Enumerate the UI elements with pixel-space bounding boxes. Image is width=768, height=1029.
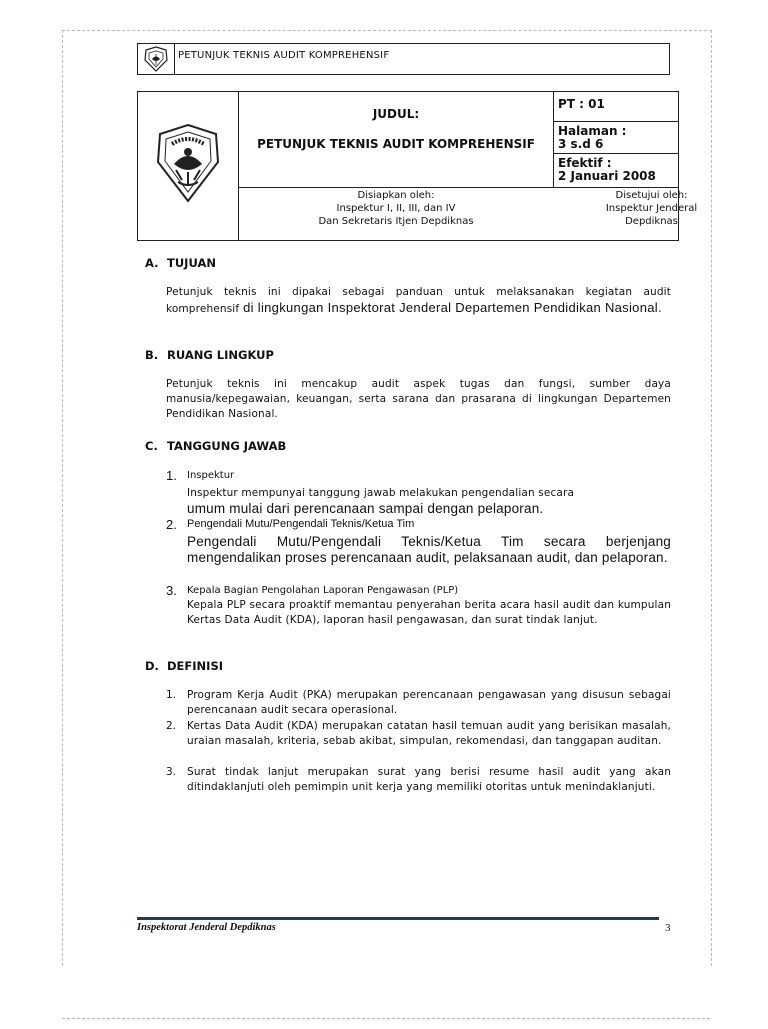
efektif-cell xyxy=(554,154,678,187)
section-number: C. xyxy=(145,439,158,453)
item-body xyxy=(187,486,671,518)
item-number: 2. xyxy=(166,517,177,532)
section-heading-tujuan xyxy=(145,256,216,270)
footer-organization: Inspektorat Jenderal Depdiknas xyxy=(137,922,276,933)
judul-label: JUDUL: xyxy=(372,107,420,121)
section-title: RUANG LINGKUP xyxy=(167,348,274,362)
item-number: 3. xyxy=(166,583,177,598)
running-header-logo-cell xyxy=(138,44,175,74)
item-body: Kepala PLP secara proaktif memantau penyerahan berita acara hasil audit dan kumpulan Kertas Data Audit (KDA), laporan hasil pengawasan, dan surat tindak lanjut. xyxy=(187,599,671,626)
tujuan-text: Petunjuk teknis ini dipakai sebagai panduan untuk melaksanakan kegiatan audit komprehensif xyxy=(166,286,671,315)
responsibility-item xyxy=(166,468,671,518)
tujuan-text-continued: di lingkungan Inspektorat Jenderal Departemen Pendidikan Nasional. xyxy=(239,300,662,315)
section-heading-tanggung-jawab xyxy=(145,439,286,453)
title-cell xyxy=(239,92,554,187)
tut-wuri-handayani-logo-icon xyxy=(142,46,170,72)
approved-by-line: Depdiknas xyxy=(625,216,678,227)
definition-number: 2. xyxy=(166,720,177,732)
halaman-value: 3 s.d 6 xyxy=(558,137,604,151)
section-title: TANGGUNG JAWAB xyxy=(167,439,287,453)
header-logo-cell xyxy=(138,92,239,240)
running-header-title: PETUNJUK TEKNIS AUDIT KOMPREHENSIF xyxy=(178,50,390,61)
footer-rule xyxy=(137,917,659,920)
document-title: PETUNJUK TEKNIS AUDIT KOMPREHENSIF xyxy=(257,137,535,151)
pt-number: PT : 01 xyxy=(554,92,678,122)
item-number: 1. xyxy=(166,468,177,483)
halaman-label: Halaman : xyxy=(558,124,627,138)
section-number: D. xyxy=(145,659,159,673)
item-title: Kepala Bagian Pengolahan Laporan Pengawasan (PLP) xyxy=(187,585,459,596)
document-header-table xyxy=(137,91,698,241)
section-heading-definisi xyxy=(145,659,223,673)
tut-wuri-handayani-logo-icon xyxy=(152,122,224,204)
section-number: B. xyxy=(145,348,159,362)
prepared-by-line: Inspektur I, II, III, dan IV xyxy=(336,203,456,214)
responsibility-item xyxy=(166,583,671,643)
prepared-by-line: Dan Sekretaris Itjen Depdiknas xyxy=(318,216,474,227)
definition-number: 3. xyxy=(166,766,177,778)
responsibility-item xyxy=(166,517,671,583)
running-header xyxy=(137,43,670,75)
signature-row xyxy=(239,187,698,241)
ruang-lingkup-paragraph: Petunjuk teknis ini mencakup audit aspek tugas dan fungsi, sumber daya manusia/kepegawaian, keuangan, serta sarana dan prasarana di lingkungan Departemen Pendidikan Nasional. xyxy=(166,378,671,420)
tujuan-paragraph xyxy=(166,285,671,317)
section-number: A. xyxy=(145,256,159,270)
item-body-text: Inspektur mempunyai tanggung jawab melakukan pengendalian secara xyxy=(187,487,575,499)
item-title: Pengendali Mutu/Pengendali Teknis/Ketua Tim xyxy=(187,518,415,530)
meta-column xyxy=(554,92,678,187)
definition-text: Surat tindak lanjut merupakan surat yang berisi resume hasil audit yang akan ditindaklanjuti oleh pemimpin unit kerja yang memiliki otoritas untuk menindaklanjuti. xyxy=(187,766,671,793)
item-title: Inspektur xyxy=(187,470,235,481)
section-heading-ruang-lingkup xyxy=(145,348,274,362)
efektif-value: 2 Januari 2008 xyxy=(558,169,656,183)
definition-text: Program Kerja Audit (PKA) merupakan perencanaan pengawasan yang disusun sebagai perencanaan audit secara operasional. xyxy=(187,689,671,716)
approved-by-line: Inspektur Jenderal xyxy=(605,203,698,214)
definition-text: Kertas Data Audit (KDA) merupakan catatan hasil temuan audit yang berisikan masalah, uraian masalah, kriteria, sebab akibat, simpulan, rekomendasi, dan tanggapan auditan. xyxy=(187,720,671,747)
efektif-label: Efektif : xyxy=(558,156,612,170)
page-number: 3 xyxy=(665,922,671,934)
section-title: DEFINISI xyxy=(167,659,224,673)
item-body: Pengendali Mutu/Pengendali Teknis/Ketua Tim secara berjenjang mengendalikan proses perencanaan audit, pelaksanaan audit, dan pelaporan. xyxy=(187,534,671,565)
prepared-by-label: Disiapkan oleh: xyxy=(357,190,435,201)
halaman-cell xyxy=(554,122,678,154)
item-body-text-continued: umum mulai dari perencanaan sampai dengan pelaporan. xyxy=(187,501,544,516)
section-title: TUJUAN xyxy=(167,256,216,270)
approved-by xyxy=(579,189,724,228)
approved-by-label: Disetujui oleh: xyxy=(615,190,688,201)
prepared-by xyxy=(239,189,553,228)
definition-number: 1. xyxy=(166,689,177,701)
